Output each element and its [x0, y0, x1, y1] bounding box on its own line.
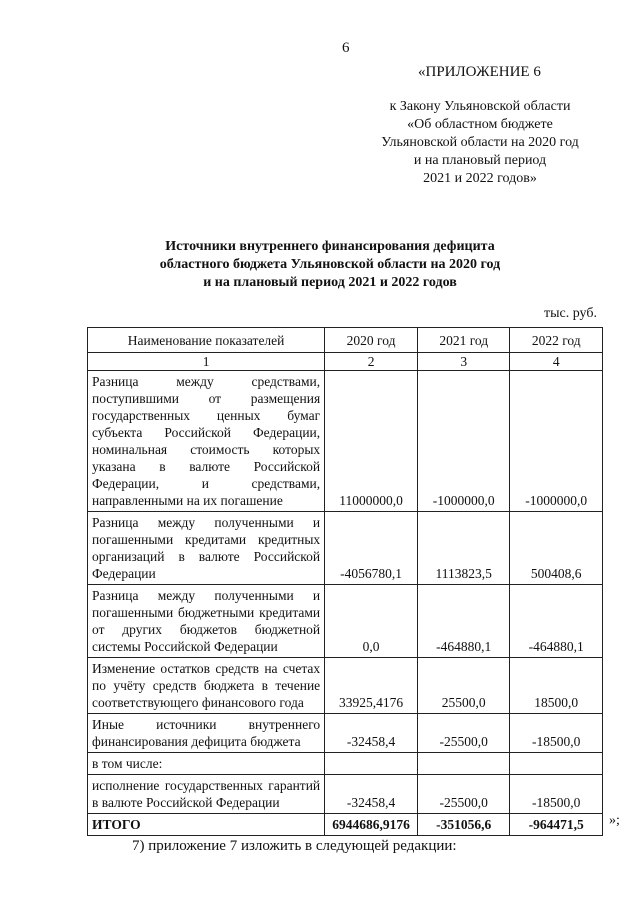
total-row [88, 814, 603, 836]
heading-line: и на плановый период 2021 и 2022 годов [203, 275, 457, 290]
value-2020 [325, 753, 418, 775]
value-2021: -25500,0 [418, 714, 510, 753]
value-2021: -1000000,0 [418, 371, 510, 512]
table-row [88, 775, 603, 814]
law-reference-line: «Об областном бюджете [407, 117, 553, 132]
law-reference-line: к Закону Ульяновской области [389, 99, 571, 114]
value-2021 [418, 753, 510, 775]
table-row [88, 658, 603, 714]
value-2022 [510, 753, 603, 775]
value-2022: -464880,1 [510, 585, 603, 658]
unit-label: тыс. руб. [544, 306, 597, 321]
indicator-name: исполнение государственных гарантий в валюте Российской Федерации [88, 775, 325, 814]
table-row [88, 753, 603, 775]
value-2020: 0,0 [325, 585, 418, 658]
value-2021: -464880,1 [418, 585, 510, 658]
law-reference-line: Ульяновской области на 2020 год [381, 135, 579, 150]
value-2022: -18500,0 [510, 714, 603, 753]
value-2020: 33925,4176 [325, 658, 418, 714]
law-reference-line: и на плановый период [413, 153, 547, 168]
column-index: 4 [510, 353, 603, 371]
total-2020: 6944686,9176 [325, 814, 418, 836]
column-index-row [88, 353, 603, 371]
value-2022: -18500,0 [510, 775, 603, 814]
table-header-row [88, 328, 603, 353]
value-2022: 500408,6 [510, 512, 603, 585]
next-amendment-text: 7) приложение 7 изложить в следующей редакции: [132, 838, 457, 854]
indicator-name: Разница между полученными и погашенными бюджетными кредитами от других бюджетов бюджетной системы Российской Федерации [88, 585, 325, 658]
table-row [88, 512, 603, 585]
indicator-name: Иные источники внутреннего финансирования дефицита бюджета [88, 714, 325, 753]
total-label: ИТОГО [88, 814, 325, 836]
document-heading [140, 238, 520, 292]
value-2021: -25500,0 [418, 775, 510, 814]
indicator-name: Изменение остатков средств на счетах по учёту средств бюджета в течение соответствующего финансового года [88, 658, 325, 714]
value-2022: -1000000,0 [510, 371, 603, 512]
law-reference [360, 98, 600, 188]
value-2021: 25500,0 [418, 658, 510, 714]
closing-quote: »; [609, 813, 620, 828]
value-2020: -32458,4 [325, 714, 418, 753]
total-2022: -964471,5 [510, 814, 603, 836]
heading-line: Источники внутреннего финансирования дефицита [165, 239, 495, 254]
column-index: 3 [418, 353, 510, 371]
annex-title: «ПРИЛОЖЕНИЕ 6 [418, 64, 541, 80]
value-2020: -32458,4 [325, 775, 418, 814]
law-reference-line: 2021 и 2022 годов» [423, 171, 537, 186]
header-2020: 2020 год [325, 328, 418, 353]
header-indicator-name: Наименование показателей [88, 328, 325, 353]
value-2021: 1113823,5 [418, 512, 510, 585]
column-index: 2 [325, 353, 418, 371]
header-2021: 2021 год [418, 328, 510, 353]
value-2020: -4056780,1 [325, 512, 418, 585]
page-number: 6 [342, 40, 350, 56]
table-row [88, 714, 603, 753]
indicator-name: Разница между средствами, поступившими от размещения государственных ценных бумаг субъекта Российской Федерации, номинальная стоимость которых указана в валюте Российской Федерации, и средствами, направленными на их погашение [88, 371, 325, 512]
header-2022: 2022 год [510, 328, 603, 353]
indicator-name: Разница между полученными и погашенными кредитами кредитных организаций в валюте Российской Федерации [88, 512, 325, 585]
table-row [88, 585, 603, 658]
value-2022: 18500,0 [510, 658, 603, 714]
financing-sources-table [87, 327, 603, 836]
total-2021: -351056,6 [418, 814, 510, 836]
heading-line: областного бюджета Ульяновской области на 2020 год [159, 257, 501, 272]
value-2020: 11000000,0 [325, 371, 418, 512]
indicator-name: в том числе: [88, 753, 325, 775]
column-index: 1 [88, 353, 325, 371]
table-row [88, 371, 603, 512]
